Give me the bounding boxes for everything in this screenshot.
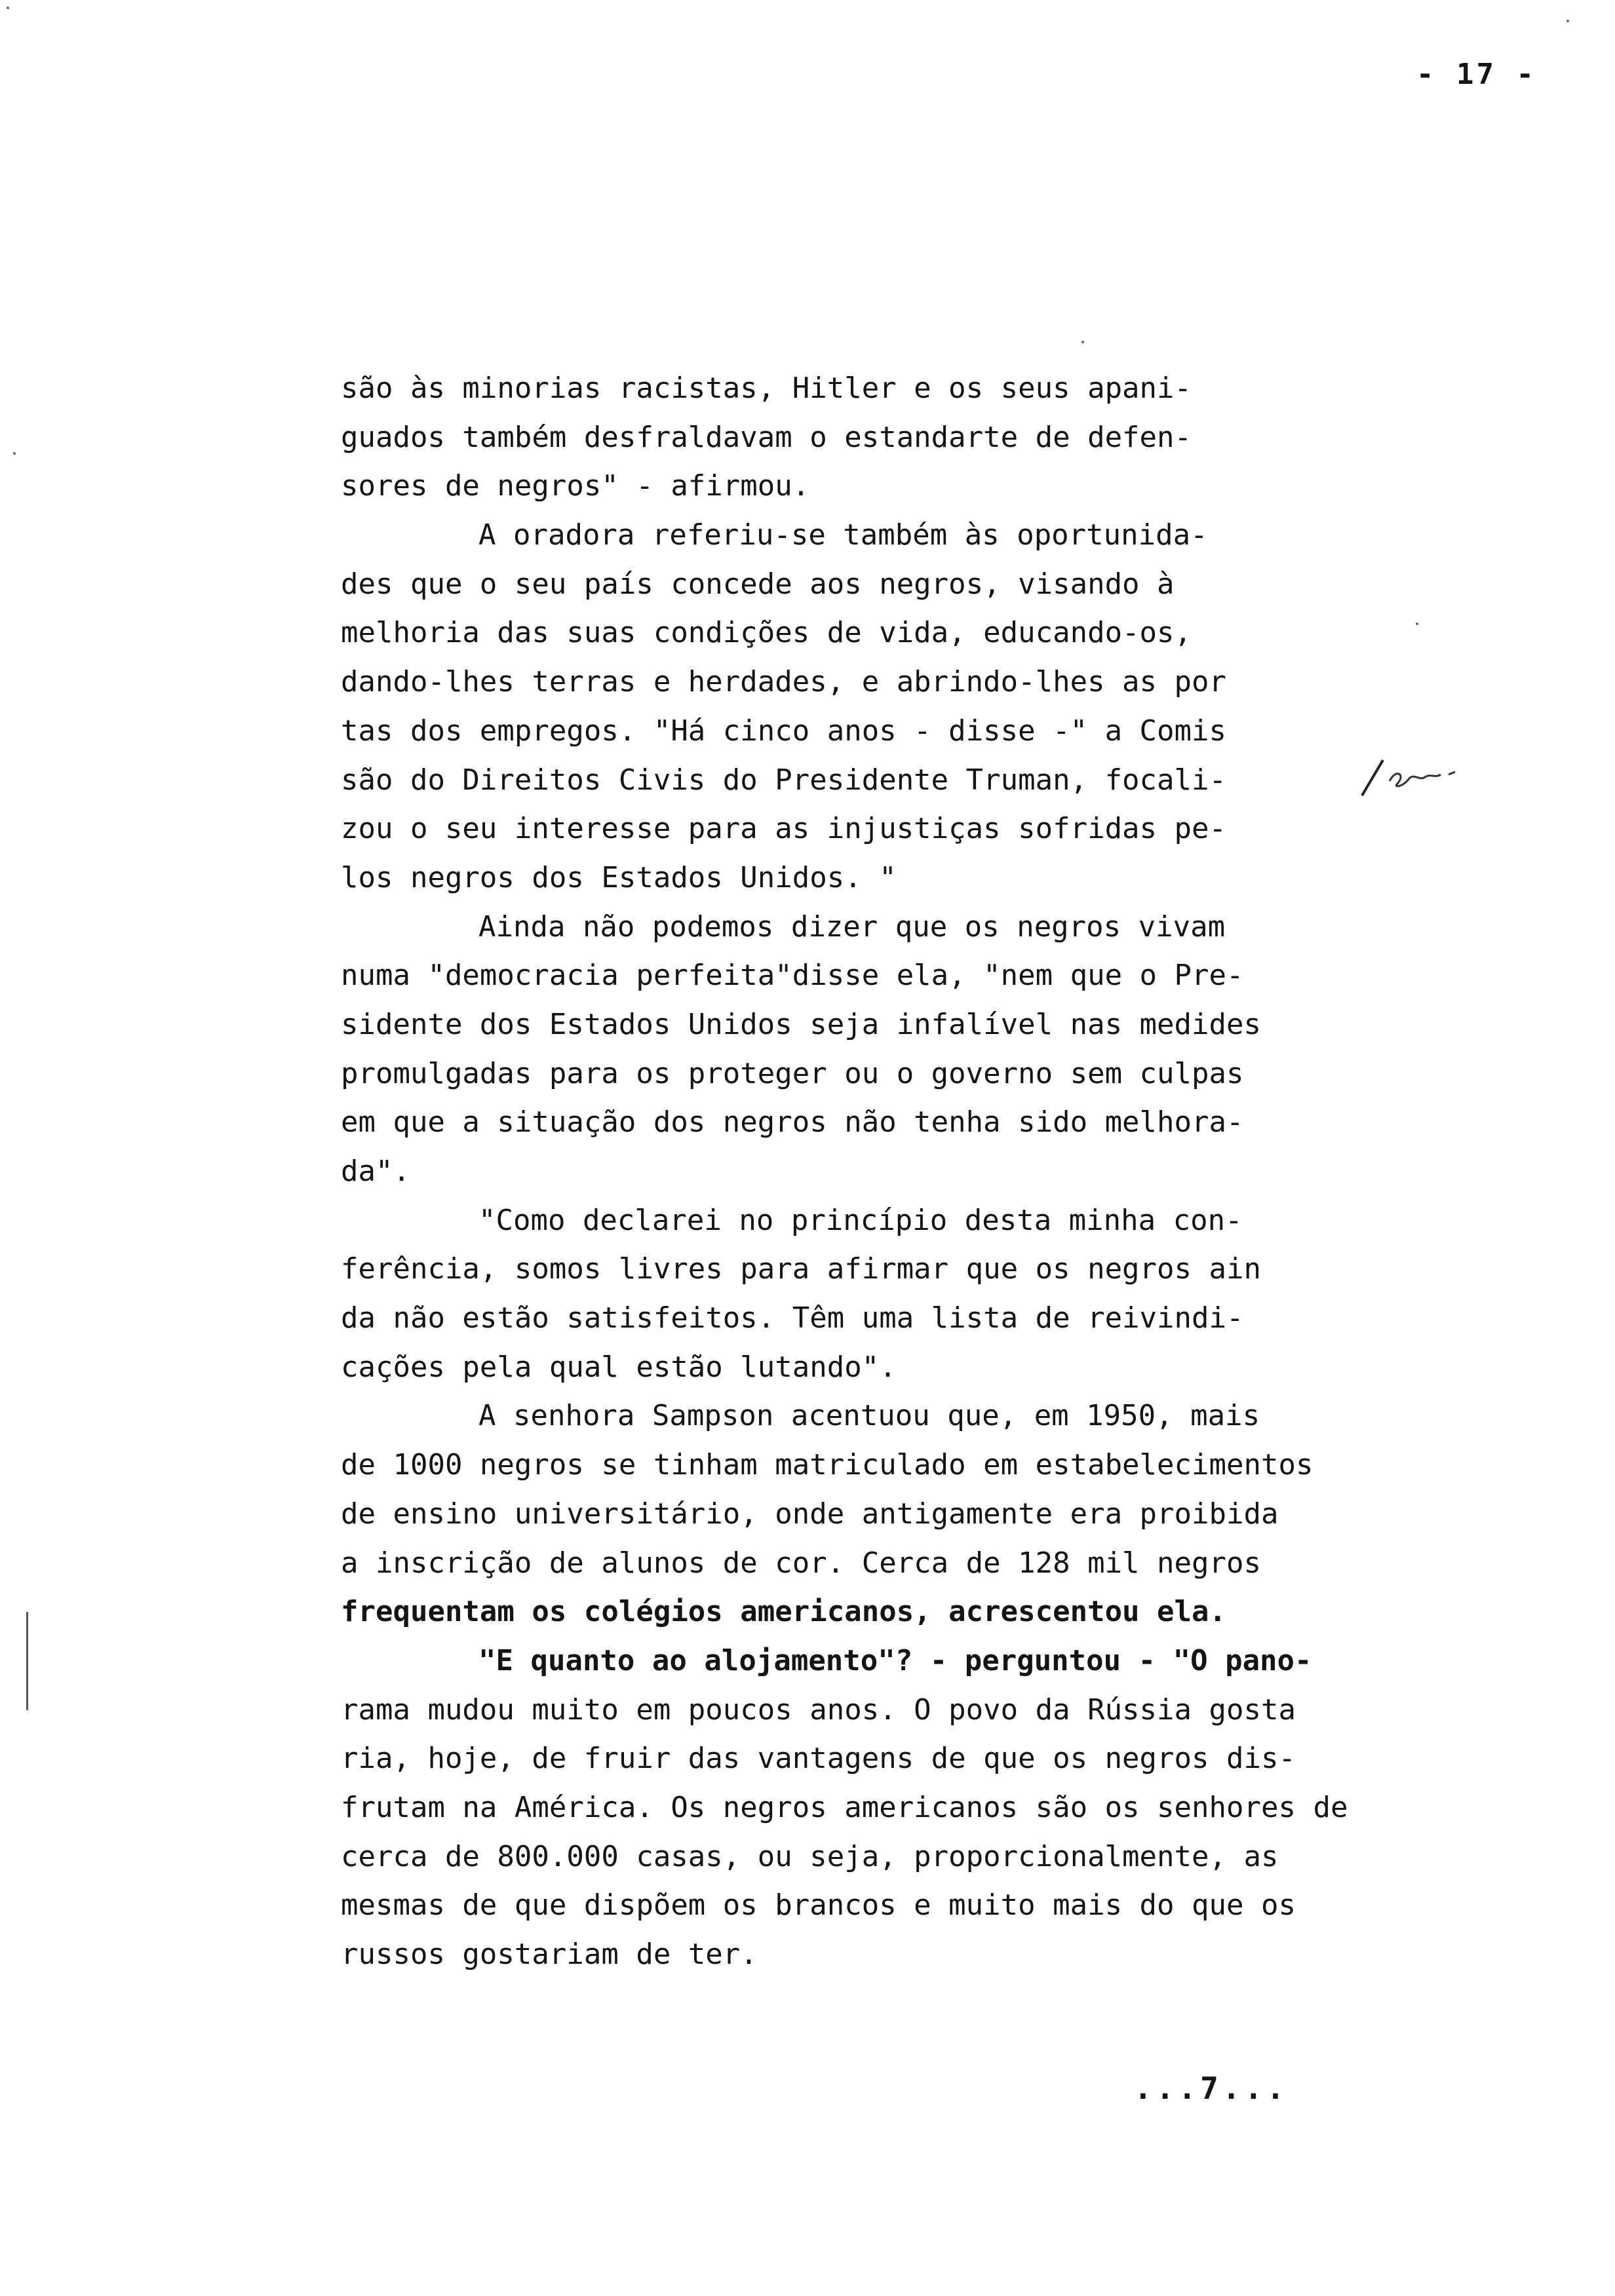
text-line: são do Direitos Civis do Presidente Truman, focali- bbox=[341, 763, 1227, 797]
text-line: dando-lhes terras e herdades, e abrindo-lhes as por bbox=[341, 665, 1227, 699]
text-line: da não estão satisfeitos. Têm uma lista de reivindi- bbox=[341, 1301, 1244, 1335]
text-line: da". bbox=[341, 1155, 410, 1188]
text-line: melhoria das suas condições de vida, educando-os, bbox=[341, 616, 1192, 650]
text-line: numa "democracia perfeita"disse ela, "nem que o Pre- bbox=[341, 959, 1244, 993]
text-line: sidente dos Estados Unidos seja infalível nas medides bbox=[341, 1007, 1261, 1041]
speck bbox=[7, 7, 9, 9]
text-line: frutam na América. Os negros americanos são os senhores de bbox=[341, 1790, 1348, 1824]
page-number: - 17 - bbox=[1416, 58, 1536, 91]
margin-line bbox=[26, 1612, 28, 1710]
text-line: de 1000 negros se tinham matriculado em estabelecimentos bbox=[341, 1448, 1313, 1482]
text-line: "Como declarei no princípio desta minha con- bbox=[478, 1203, 1243, 1237]
text-line: sores de negros" - afirmou. bbox=[341, 469, 810, 503]
text-line: promulgadas para os proteger ou o governo sem culpas bbox=[341, 1056, 1244, 1090]
text-line: frequentam os colégios americanos, acrescentou ela. bbox=[341, 1595, 1227, 1629]
continuation-mark: ...7... bbox=[1134, 2071, 1289, 2106]
text-line: des que o seu país concede aos negros, visando à bbox=[341, 567, 1175, 601]
text-line: mesmas de que dispõem os brancos e muito mais do que os bbox=[341, 1888, 1296, 1923]
text-line: Ainda não podemos dizer que os negros vivam bbox=[478, 909, 1226, 944]
text-line: ferência, somos livres para afirmar que os negros ain bbox=[341, 1252, 1261, 1286]
text-line: em que a situação dos negros não tenha sido melhora- bbox=[341, 1105, 1244, 1139]
text-line: A senhora Sampson acentuou que, em 1950, mais bbox=[478, 1399, 1260, 1433]
text-line: A oradora referiu-se também às oportunida- bbox=[478, 518, 1208, 552]
text-line: ria, hoje, de fruir das vantagens de que os negros dis- bbox=[341, 1742, 1296, 1776]
speck bbox=[1416, 622, 1418, 625]
handwritten-margin-note bbox=[1357, 755, 1462, 801]
text-line: são às minorias racistas, Hitler e os seus apani- bbox=[341, 372, 1192, 405]
text-line: russos gostariam de ter. bbox=[341, 1938, 758, 1971]
speck bbox=[13, 452, 16, 455]
text-line: los negros dos Estados Unidos. " bbox=[341, 860, 897, 894]
text-line: rama mudou muito em poucos anos. O povo da Rússia gosta bbox=[341, 1693, 1296, 1727]
text-line: guados também desfraldavam o estandarte de defen- bbox=[341, 420, 1192, 454]
speck bbox=[1566, 20, 1569, 22]
speck bbox=[1081, 341, 1084, 343]
text-line: a inscrição de alunos de cor. Cerca de 128 mil negros bbox=[341, 1546, 1261, 1580]
text-line: "E quanto ao alojamento"? - perguntou - "O pano- bbox=[478, 1643, 1312, 1677]
text-line: cações pela qual estão lutando". bbox=[341, 1350, 897, 1384]
text-line: zou o seu interesse para as injustiças sofridas pe- bbox=[341, 812, 1227, 846]
text-line: de ensino universitário, onde antigamente era proibida bbox=[341, 1497, 1279, 1531]
text-line: cerca de 800.000 casas, ou seja, proporcionalmente, as bbox=[341, 1839, 1279, 1873]
body-text bbox=[341, 364, 1468, 1980]
text-line: tas dos empregos. "Há cinco anos - disse -" a Comis bbox=[341, 714, 1227, 748]
